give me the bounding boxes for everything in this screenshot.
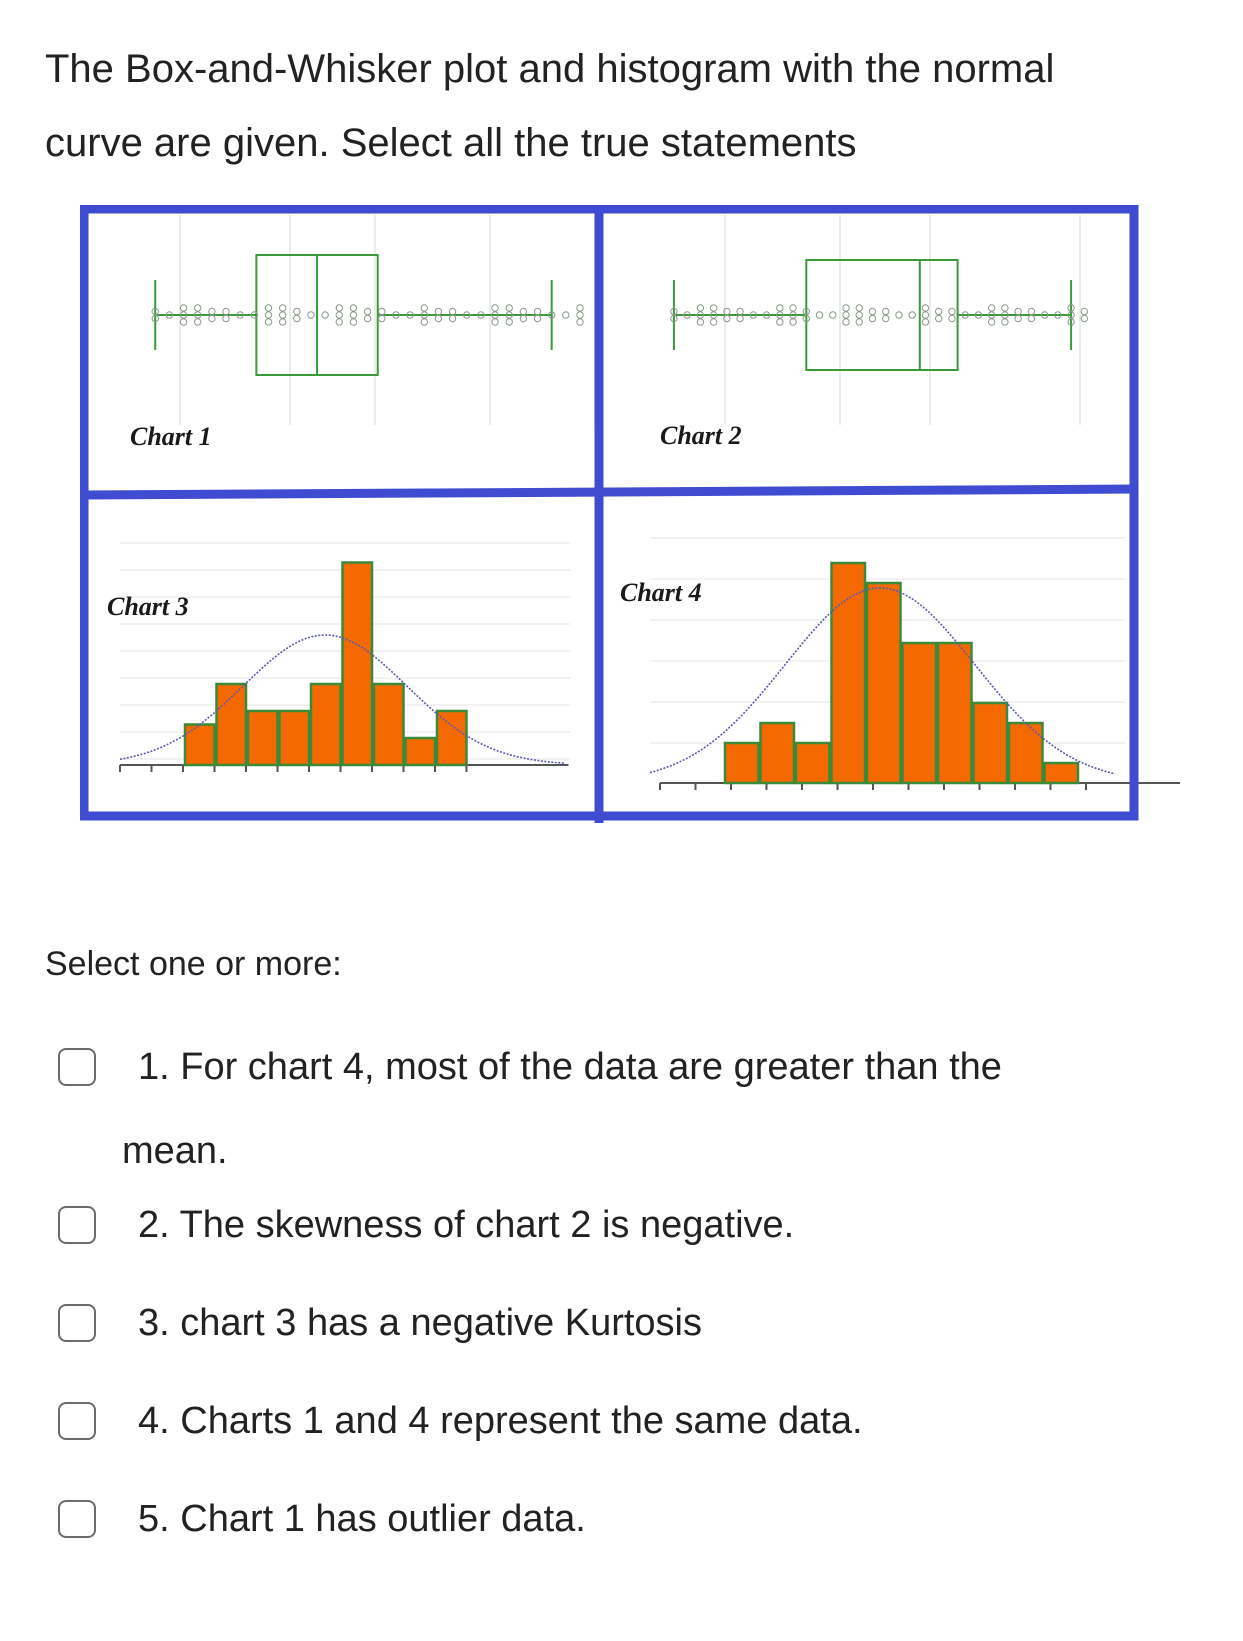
chart-2-point-12 [737, 315, 743, 321]
chart-1-point-17 [265, 319, 271, 325]
chart-2-point-24 [830, 312, 836, 318]
chart-2-point-30 [856, 319, 862, 325]
chart-2-point-33 [883, 308, 889, 314]
chart-1-point-57 [563, 312, 569, 318]
chart-2-point-43 [949, 315, 955, 321]
question-line-2: curve are given. Select all the true statements [45, 121, 857, 165]
chart-1-point-29 [350, 312, 356, 318]
chart-2-point-41 [935, 315, 941, 321]
chart-1-point-33 [379, 308, 385, 314]
select-prompt: Select one or more: [45, 945, 342, 983]
chart-1-point-21 [294, 308, 300, 314]
option-1-checkbox[interactable] [58, 1048, 96, 1086]
chart-2-box [806, 260, 957, 370]
chart-1-point-40 [435, 308, 441, 314]
chart-4-bar-1 [725, 743, 759, 783]
chart-2-point-18 [790, 305, 796, 311]
chart-1-point-22 [294, 315, 300, 321]
chart-2-point-42 [949, 308, 955, 314]
option-4[interactable] [58, 1394, 1208, 1454]
chart-1-point-23 [308, 312, 314, 318]
chart-1-point-26 [336, 312, 342, 318]
chart-4-histogram [650, 563, 1180, 790]
chart-1-point-59 [577, 312, 583, 318]
chart-3-bar-6 [343, 563, 373, 766]
chart-1-point-32 [364, 315, 370, 321]
chart-2-point-31 [869, 308, 875, 314]
chart-1-point-39 [421, 319, 427, 325]
chart-3-bar-9 [437, 711, 467, 765]
chart-1-point-41 [435, 315, 441, 321]
chart-2-point-53 [1015, 315, 1021, 321]
chart-2-point-54 [1028, 308, 1034, 314]
charts-figure [80, 205, 1180, 855]
chart-2-point-26 [843, 312, 849, 318]
chart-4-bar-2 [761, 723, 795, 783]
chart-2-point-6 [710, 305, 716, 311]
chart-1-point-37 [421, 305, 427, 311]
chart-1-point-12 [223, 315, 229, 321]
chart-3-bar-3 [248, 711, 278, 765]
chart-2-point-39 [922, 319, 928, 325]
chart-1-point-9 [209, 308, 215, 314]
chart-2-point-5 [697, 319, 703, 325]
option-1[interactable] [58, 1040, 1208, 1190]
chart-2-point-17 [777, 319, 783, 325]
chart-1-point-43 [449, 315, 455, 321]
chart-3-bar-1 [185, 725, 215, 766]
chart-1-point-42 [449, 308, 455, 314]
chart-2-point-46 [988, 305, 994, 311]
option-4-checkbox[interactable] [58, 1402, 96, 1440]
chart-1-point-24 [322, 312, 328, 318]
chart-2-point-35 [896, 312, 902, 318]
chart-2-point-49 [1002, 305, 1008, 311]
option-2-text: 2. The skewness of chart 2 is negative. [138, 1204, 795, 1246]
chart-1-point-54 [534, 308, 540, 314]
option-5[interactable] [58, 1492, 1208, 1552]
chart-1-point-30 [350, 319, 356, 325]
chart-4-bar-6 [903, 643, 937, 783]
option-3-text: 3. chart 3 has a negative Kurtosis [138, 1302, 702, 1344]
chart-2-point-23 [816, 312, 822, 318]
chart-2-point-62 [1081, 315, 1087, 321]
option-5-checkbox[interactable] [58, 1500, 96, 1538]
option-4-text: 4. Charts 1 and 4 represent the same data. [138, 1400, 863, 1442]
chart-1-point-46 [492, 305, 498, 311]
frame-horizontal-divider [84, 489, 1138, 495]
chart-2-point-52 [1015, 308, 1021, 314]
chart-1-point-18 [279, 305, 285, 311]
chart-1-point-6 [195, 305, 201, 311]
chart-1-point-49 [506, 305, 512, 311]
chart-1-point-34 [379, 315, 385, 321]
chart-2-point-3 [697, 305, 703, 311]
option-5-text: 5. Chart 1 has outlier data. [138, 1498, 586, 1540]
chart-4-bar-7 [938, 643, 972, 783]
chart-2-point-55 [1028, 315, 1034, 321]
chart-1-point-25 [336, 305, 342, 311]
chart-1-point-3 [180, 305, 186, 311]
question-text [45, 32, 1195, 180]
question-line-1: The Box-and-Whisker plot and histogram with the normal [45, 47, 1055, 91]
chart-1-point-28 [350, 305, 356, 311]
chart-2-point-61 [1081, 308, 1087, 314]
charts-svg [80, 205, 1180, 855]
chart-3-bar-5 [311, 684, 341, 765]
chart-3-bar-2 [217, 684, 247, 765]
chart-3-label: Chart 3 [107, 592, 189, 621]
chart-1-point-16 [265, 312, 271, 318]
chart-2-point-34 [883, 315, 889, 321]
option-3[interactable] [58, 1296, 1208, 1356]
chart-2-point-28 [856, 305, 862, 311]
chart-1-point-52 [520, 308, 526, 314]
chart-2-point-38 [922, 312, 928, 318]
chart-2-point-15 [777, 305, 783, 311]
chart-4-bar-4 [832, 563, 866, 783]
chart-2-point-25 [843, 305, 849, 311]
chart-2-point-20 [790, 319, 796, 325]
chart-1-point-48 [492, 319, 498, 325]
chart-2-point-51 [1002, 319, 1008, 325]
chart-1-point-58 [577, 305, 583, 311]
option-2-checkbox[interactable] [58, 1206, 96, 1244]
chart-2-point-40 [935, 308, 941, 314]
chart-1-point-8 [195, 319, 201, 325]
chart-1-point-31 [364, 308, 370, 314]
chart-3-bar-7 [374, 684, 404, 765]
chart-2-point-37 [922, 305, 928, 311]
chart-1-point-55 [534, 315, 540, 321]
chart-3-bar-8 [406, 738, 436, 765]
chart-4-bar-10 [1045, 763, 1079, 783]
chart-2-point-32 [869, 315, 875, 321]
chart-2-point-36 [909, 312, 915, 318]
chart-4-bar-5 [867, 583, 901, 783]
chart-1-box-plot [152, 255, 583, 375]
chart-2-label: Chart 2 [660, 421, 742, 450]
chart-2-point-27 [843, 319, 849, 325]
chart-1-point-5 [180, 319, 186, 325]
option-1-text-line-1: 1. For chart 4, most of the data are greater than the [138, 1046, 1002, 1088]
chart-4-bar-8 [974, 703, 1008, 783]
chart-1-point-19 [279, 312, 285, 318]
chart-1-point-10 [209, 315, 215, 321]
chart-4-label: Chart 4 [620, 578, 702, 607]
chart-2-point-48 [988, 319, 994, 325]
option-1-text-line-2: mean. [122, 1130, 228, 1172]
chart-2-point-29 [856, 312, 862, 318]
chart-2-point-8 [710, 319, 716, 325]
chart-2-point-11 [737, 308, 743, 314]
chart-1-point-27 [336, 319, 342, 325]
chart-1-point-15 [265, 305, 271, 311]
chart-1-point-20 [279, 319, 285, 325]
chart-3-bar-4 [280, 711, 310, 765]
chart-1-point-53 [520, 315, 526, 321]
option-2[interactable] [58, 1198, 1208, 1258]
chart-1-point-60 [577, 319, 583, 325]
chart-2-box-plot [671, 260, 1088, 370]
chart-1-point-51 [506, 319, 512, 325]
option-3-checkbox[interactable] [58, 1304, 96, 1342]
chart-4-bar-9 [1009, 723, 1043, 783]
chart-4-bar-3 [796, 743, 830, 783]
chart-1-point-11 [223, 308, 229, 314]
chart-1-label: Chart 1 [130, 422, 212, 451]
